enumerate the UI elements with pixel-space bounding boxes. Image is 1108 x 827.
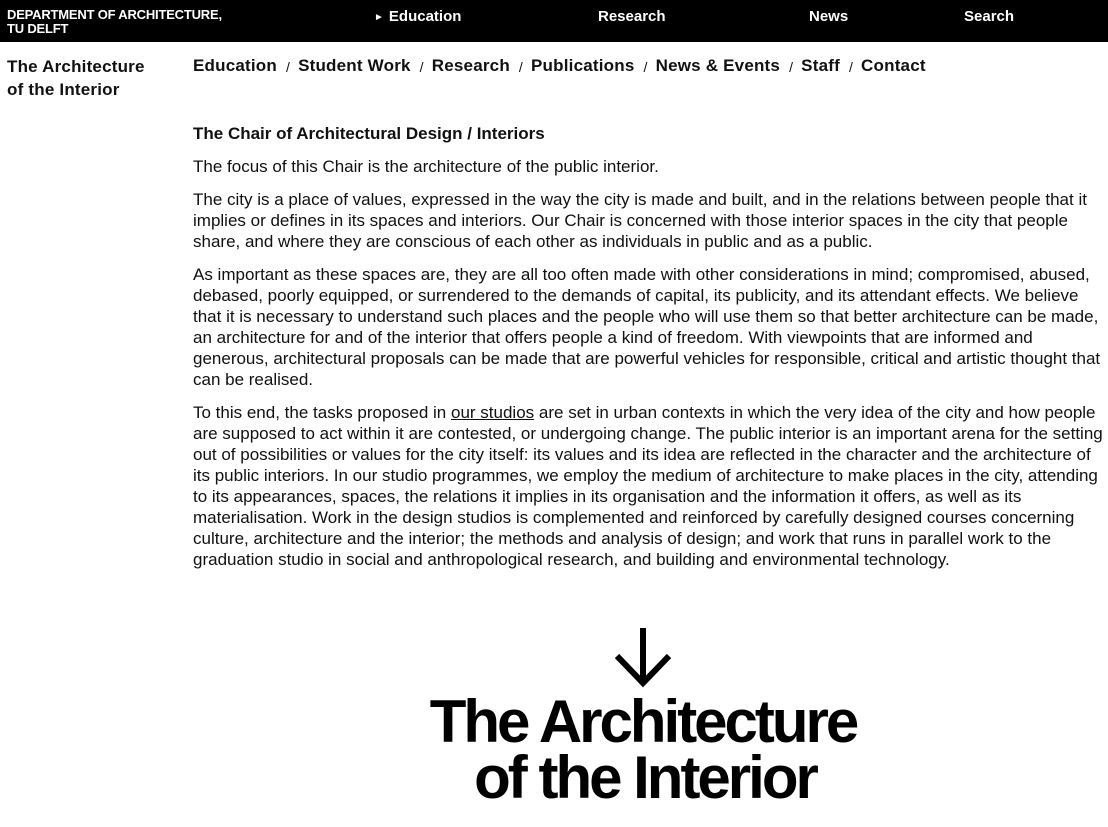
mainnav-publications[interactable]: Publications <box>531 56 635 75</box>
logo-line-2: of the Interior <box>474 744 816 811</box>
down-arrow-icon <box>612 626 674 688</box>
paragraph-4 <box>193 402 1103 570</box>
paragraph-2: The city is a place of values, expressed in the way the city is made and built, and in the relations between people that it implies or defines in its spaces and interiors. Our Chair is concerned with those interior spaces in the city that people share, and where they are conscious of each other as individuals in public and as a public. <box>193 190 1087 251</box>
paragraph-4-text-before: To this end, the tasks proposed in <box>193 403 451 422</box>
paragraph-3: As important as these spaces are, they are all too often made with other considerations in mind; compromised, abused, debased, poorly equipped, or surrendered to the demands of capital, its publicity, and its attendant effects. We believe that it is necessary to understand such places and the people who will use them so that better architecture can be made, an architecture for and of the interior that offers people a kind of freedom. With viewpoints that are informed and generous, architectural proposals can be made that are powerful vehicles for responsible, critical and artistic thought that can be realised. <box>193 265 1101 389</box>
topnav-research[interactable]: Research <box>598 8 666 25</box>
mainnav-staff[interactable]: Staff <box>801 56 840 75</box>
topnav-education-label: Education <box>388 8 462 25</box>
nav-separator: / <box>643 59 648 75</box>
mainnav-contact[interactable]: Contact <box>861 56 926 75</box>
paragraph-1: The focus of this Chair is the architecture of the public interior. <box>193 157 659 176</box>
site-title[interactable] <box>7 55 182 101</box>
top-bar <box>0 0 1108 42</box>
topnav-search[interactable]: Search <box>964 8 1015 25</box>
logo-line-1: The Architecture <box>429 688 857 755</box>
nav-separator: / <box>419 59 424 75</box>
nav-separator: / <box>518 59 524 75</box>
main-content <box>193 123 1103 582</box>
department-name[interactable] <box>7 8 247 36</box>
topnav-news[interactable]: News <box>809 8 849 25</box>
mainnav-education[interactable]: Education <box>193 56 277 75</box>
our-studios-link[interactable]: our studios <box>451 403 535 422</box>
nav-separator: / <box>789 59 794 75</box>
site-title-line-1: The Architecture <box>7 57 145 76</box>
department-line-1: DEPARTMENT OF ARCHITECTURE, <box>7 7 222 22</box>
topnav-education[interactable] <box>374 8 461 27</box>
department-line-2: TU DELFT <box>7 21 69 36</box>
page-heading: The Chair of Architectural Design / Interiors <box>193 124 545 143</box>
site-title-line-2: of the Interior <box>7 80 120 99</box>
nav-separator: / <box>285 59 291 75</box>
nav-separator: / <box>848 59 854 75</box>
mainnav-student-work[interactable]: Student Work <box>298 56 411 75</box>
architecture-interior-logo <box>380 622 910 822</box>
caret-right-icon: ► <box>374 12 384 23</box>
mainnav-news-events[interactable]: News & Events <box>655 56 781 75</box>
mainnav-research[interactable]: Research <box>431 56 510 75</box>
main-nav <box>193 55 926 77</box>
paragraph-4-text-after: are set in urban contexts in which the very idea of the city and how people are supposed to act within it are contested, or undergoing change. The public interior is an important arena for the setting out of possibilities or values for the city itself: its values and its idea are reflected in the character and the architecture of its public interiors. In our studio programmes, we employ the medium of architecture to make places in the city, attending to its appearances, spaces, the relations it implies in its organisation and the information it offers, as well as its materialisation. Work in the design studios is complemented and reinforced by carefully designed courses concerning culture, architecture and the interior; the methods and analysis of design; and work that runs in parallel work to the graduation studio in social and anthropological research, and building and environmental technology. <box>193 403 1103 569</box>
